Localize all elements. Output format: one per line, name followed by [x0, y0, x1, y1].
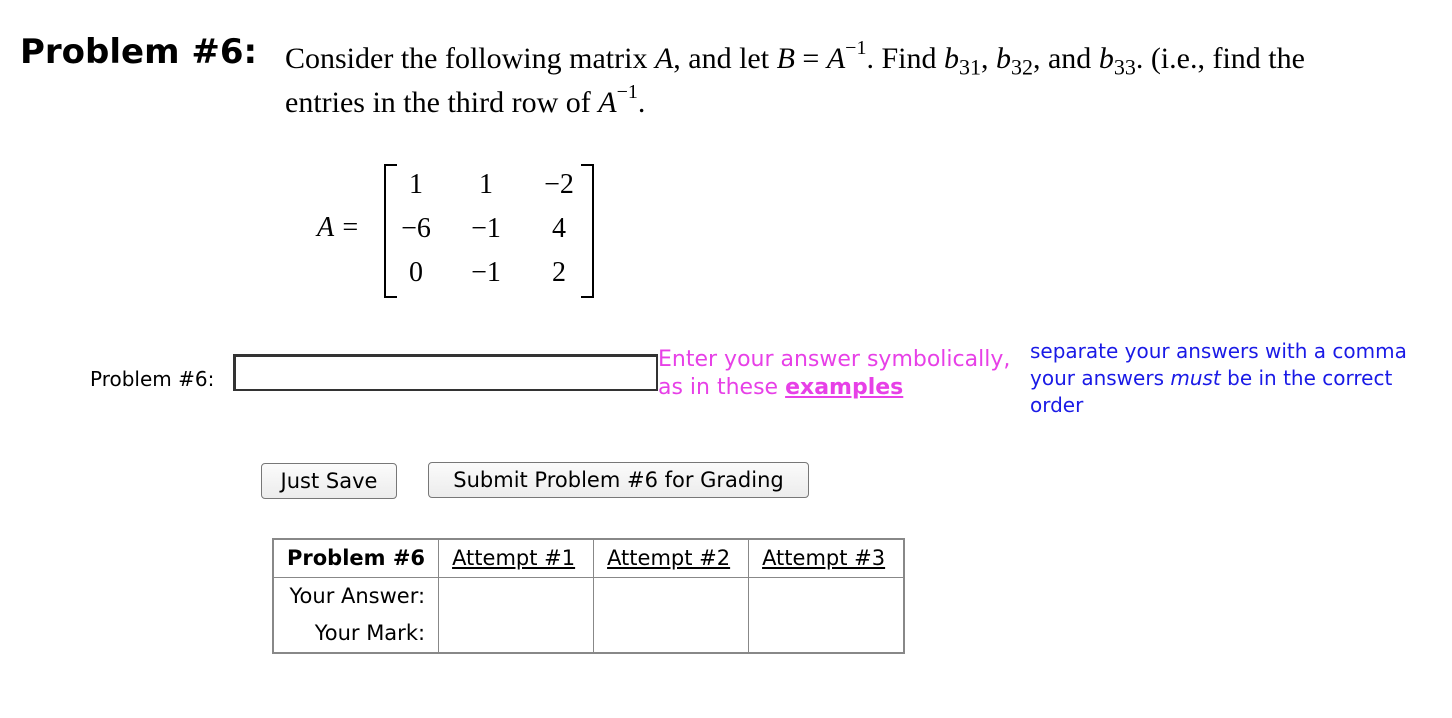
attempt-1-answer-cell — [439, 578, 594, 616]
attempt-3-header[interactable] — [749, 539, 905, 578]
symbolic-hint: Enter your answer symbolically, as in these examples — [658, 347, 1011, 400]
format-hint: separate your answers with a comma your answers must be in the correct order — [1030, 339, 1407, 417]
attempt-2-link[interactable]: Attempt #2 — [607, 546, 731, 570]
attempt-3-mark-cell — [749, 615, 905, 653]
attempt-1-link[interactable]: Attempt #1 — [452, 546, 576, 570]
examples-link[interactable]: examples — [785, 375, 904, 400]
matrix-label: A = — [317, 212, 360, 243]
matrix-cell-r3c1: 0 — [409, 257, 423, 288]
problem-statement-line1: Consider the following matrix A, and let $B = A^{-1}$. Find $b_{31}$, $b_{32}$, and $b_{33}$. (i.e., find the — [285, 37, 1305, 80]
attempt-1-mark-cell — [439, 615, 594, 653]
attempts-table — [272, 538, 905, 654]
attempt-2-header[interactable] — [594, 539, 749, 578]
answer-input[interactable] — [233, 354, 658, 391]
matrix-cell-r3c3: 2 — [552, 257, 566, 288]
attempt-2-mark-cell — [594, 615, 749, 653]
answer-label: Problem #6: — [90, 367, 215, 391]
matrix-cell-r1c1: 1 — [409, 169, 423, 200]
just-save-button[interactable]: Just Save — [261, 463, 397, 499]
matrix-cell-r2c2: −1 — [471, 213, 501, 244]
matrix-cell-r1c2: 1 — [479, 169, 493, 200]
problem-heading: Problem #6: — [20, 32, 258, 72]
attempt-2-answer-cell — [594, 578, 749, 616]
submit-for-grading-button[interactable]: Submit Problem #6 for Grading — [428, 462, 809, 498]
matrix-cell-r3c2: −1 — [471, 257, 501, 288]
attempt-3-link[interactable]: Attempt #3 — [762, 546, 886, 570]
attempts-table-header-problem: Problem #6 — [273, 539, 439, 578]
attempt-3-answer-cell — [749, 578, 905, 616]
problem-statement-line2: entries in the third row of $A^{-1}$. — [285, 81, 646, 119]
attempt-1-header[interactable] — [439, 539, 594, 578]
your-mark-label: Your Mark: — [273, 615, 439, 653]
matrix-cell-r2c1: −6 — [401, 213, 431, 244]
your-answer-label: Your Answer: — [273, 578, 439, 616]
matrix-A — [384, 164, 594, 296]
matrix-cell-r2c3: 4 — [552, 213, 566, 244]
matrix-cell-r1c3: −2 — [544, 169, 574, 200]
